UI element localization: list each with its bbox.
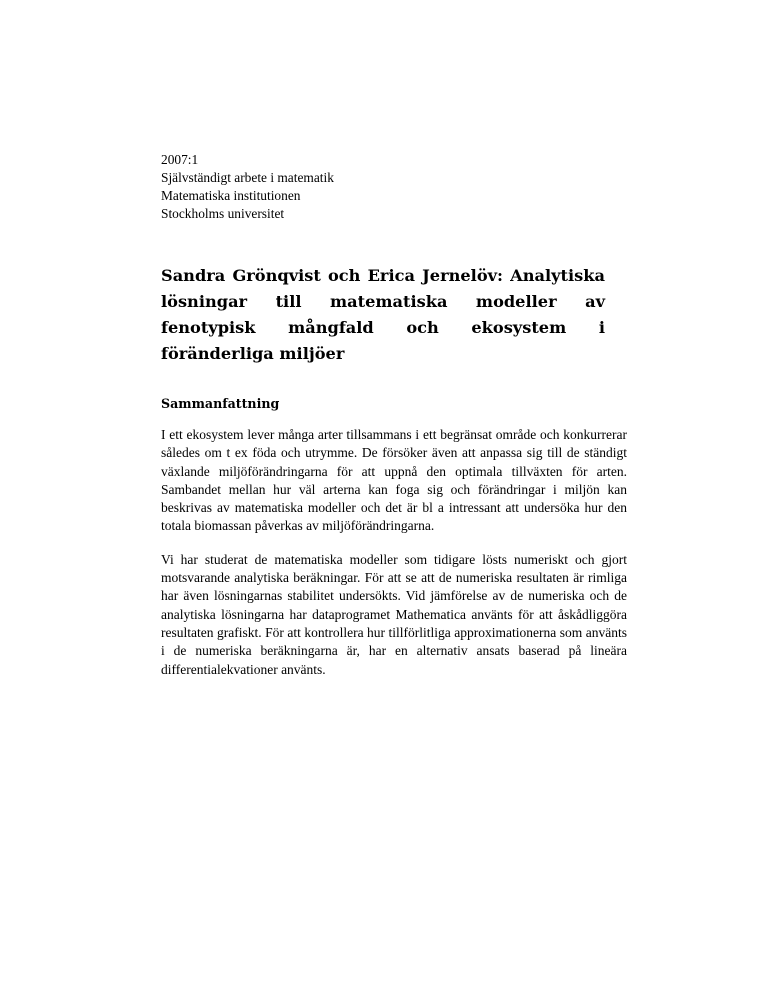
series-number: 2007:1 — [161, 152, 199, 167]
university: Stockholms universitet — [161, 206, 285, 221]
abstract-paragraph-1: I ett ekosystem lever många arter tillsammans i ett begränsat område och konkurrerar således om t ex föda och utrymme. De försöker även att anpassa sig till de ständigt växlande miljöförändringarna för att uppnå den optimala tillväxten för arten. Sambandet mellan hur väl arterna kan foga sig och förändringar i miljön kan beskrivas av matematiska modeller och det är bl a intressant att undersöka hur den totala biomassan påverkas av miljöförändringarna. — [161, 427, 627, 534]
thesis-type: Självständigt arbete i matematik — [161, 170, 334, 185]
report-header — [161, 151, 334, 223]
abstract-paragraph-2: Vi har studerat de matematiska modeller som tidigare lösts numeriskt och gjort motsvarande analytiska beräkningar. För att se att de numeriska resultaten är rimliga har även lösningarnas stabilitet undersökts. Vid jämförelse av de numeriska och de analytiska lösningarna har dataprogramet Mathematica använts för att åskådliggöra resultaten grafiskt. För att kontrollera hur tillförlitliga approximationerna som använts i de numeriska beräkningarna är, har en alternativ ansats baserad på lineära differentialekvationer använts. — [161, 551, 627, 677]
abstract-body — [161, 426, 627, 694]
department: Matematiska institutionen — [161, 188, 301, 203]
paper-title: Sandra Grönqvist och Erica Jernelöv: Analytiska lösningar till matematiska modeller av fenotypisk mångfald och ekosystem i föränderliga miljöer — [161, 266, 605, 363]
abstract-heading: Sammanfattning — [161, 396, 280, 411]
